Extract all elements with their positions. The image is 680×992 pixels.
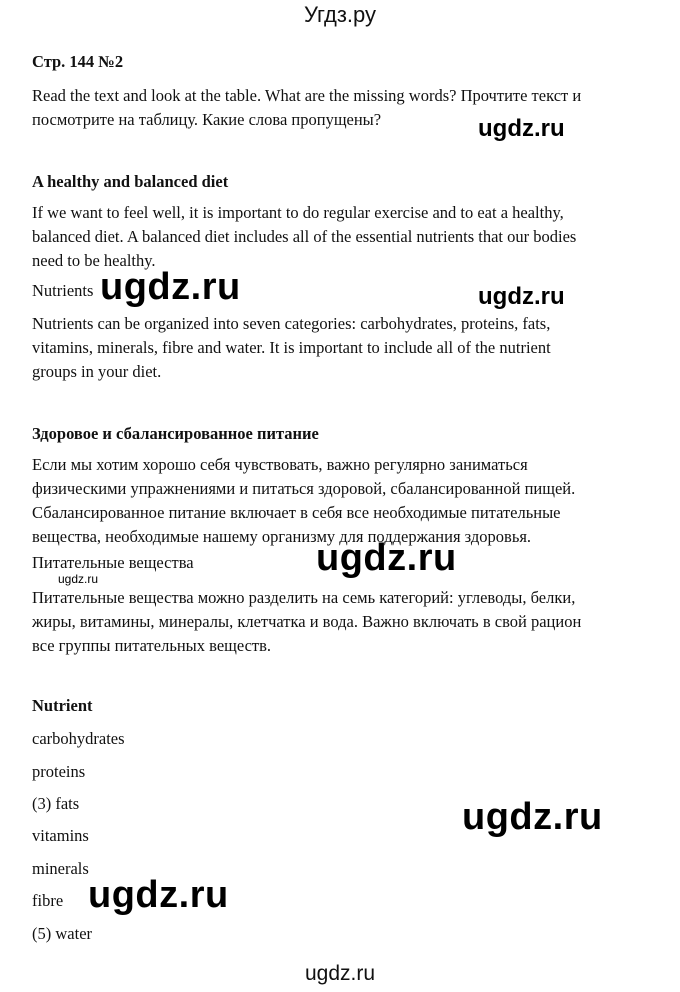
- text-line: жиры, витамины, минералы, клетчатка и вода. Важно включать в свой рацион: [32, 612, 582, 631]
- text-line: need to be healthy.: [32, 251, 156, 270]
- russian-body: [32, 586, 642, 658]
- text-line: физическими упражнениями и питаться здоровой, сбалансированной пищей.: [32, 479, 576, 498]
- task-line: посмотрите на таблицу. Какие слова пропущены?: [32, 110, 382, 129]
- english-subheading: Nutrients: [32, 281, 94, 300]
- text-line: Nutrients can be organized into seven categories: carbohydrates, proteins, fats,: [32, 314, 551, 333]
- task-line: Read the text and look at the table. What are the missing words? Прочтите текст и: [32, 86, 582, 105]
- watermark: ugdz.ru: [88, 874, 229, 916]
- watermark: ugdz.ru: [462, 796, 603, 838]
- russian-intro: [32, 453, 642, 549]
- text-line: Сбалансированное питание включает в себя все необходимые питательные: [32, 503, 561, 522]
- text-line: все группы питательных веществ.: [32, 636, 272, 655]
- table-row: proteins: [32, 762, 86, 781]
- english-title: A healthy and balanced diet: [32, 172, 229, 191]
- site-header-title: Угдз.ру: [303, 2, 377, 27]
- text-line: balanced diet. A balanced diet includes all of the essential nutrients that our bodies: [32, 227, 577, 246]
- text-line: вещества, необходимые нашему организму для поддержания здоровья.: [32, 527, 532, 546]
- table-row: fibre: [32, 891, 64, 910]
- watermark-small: ugdz.ru: [58, 572, 99, 586]
- watermark: ugdz.ru: [478, 283, 565, 310]
- russian-subheading: Питательные вещества: [32, 553, 194, 572]
- watermark: ugdz.ru: [100, 266, 241, 308]
- table-row: vitamins: [32, 826, 89, 845]
- watermark: ugdz.ru: [316, 537, 457, 579]
- table-row: carbohydrates: [32, 729, 125, 748]
- russian-title: Здоровое и сбалансированное питание: [32, 424, 319, 443]
- site-footer-url: ugdz.ru: [304, 962, 376, 985]
- table-row: (3) fats: [32, 794, 80, 813]
- table-row: (5) water: [32, 924, 93, 943]
- text-line: groups in your diet.: [32, 362, 162, 381]
- english-body: [32, 312, 642, 384]
- text-line: Если мы хотим хорошо себя чувствовать, важно регулярно заниматься: [32, 455, 528, 474]
- text-line: vitamins, minerals, fibre and water. It is important to include all of the nutrient: [32, 338, 551, 357]
- watermark: ugdz.ru: [478, 115, 565, 142]
- table-row: minerals: [32, 859, 89, 878]
- page-reference: Стр. 144 №2: [32, 52, 124, 71]
- text-line: Питательные вещества можно разделить на семь категорий: углеводы, белки,: [32, 588, 576, 607]
- english-intro: [32, 201, 642, 273]
- text-line: If we want to feel well, it is important to do regular exercise and to eat a healthy,: [32, 203, 564, 222]
- table-header: Nutrient: [32, 696, 93, 715]
